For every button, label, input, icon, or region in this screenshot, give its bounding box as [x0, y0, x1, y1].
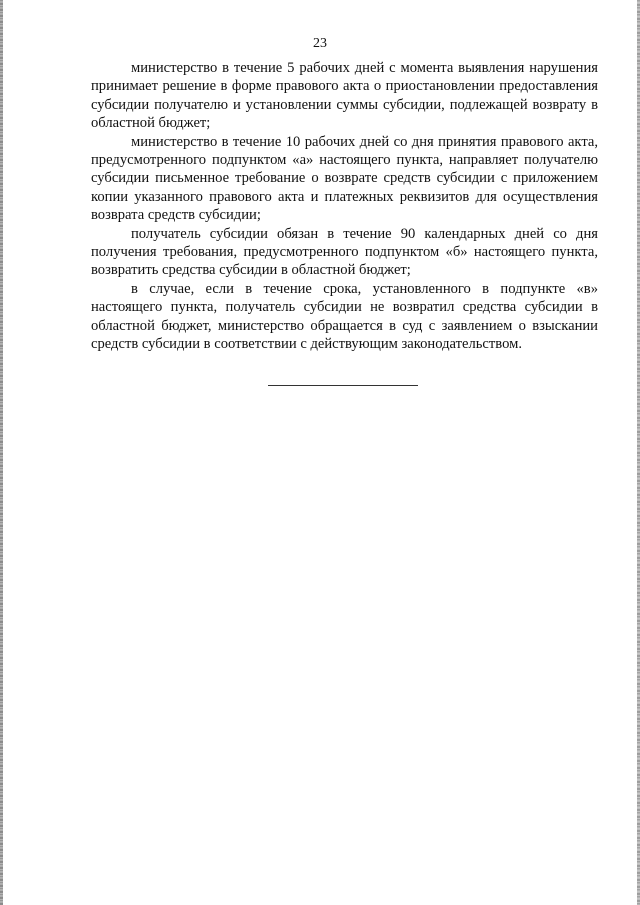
paragraph-1: министерство в течение 5 рабочих дней с момента выявления нарушения принимает решение в форме правового акта о приостановлении предоставления субсидии получателю и установлении суммы субсидии, подлежащей возврату в областной бюджет;: [91, 60, 598, 132]
end-of-document-rule: [268, 385, 418, 386]
paragraph-4: в случае, если в течение срока, установленного в подпункте «в» настоящего пункта, получатель субсидии не возвратил средства субсидии в областной бюджет, министерство обращается в суд с заявлением о взыскании средств субсидии в соответствии с действующим законодательством.: [91, 280, 598, 353]
document-body: [91, 59, 598, 354]
page-number: 23: [313, 36, 327, 51]
paragraph-2: министерство в течение 10 рабочих дней со дня принятия правового акта, предусмотренного подпунктом «а» настоящего пункта, направляет получателю субсидии письменное требование о возврате средств субсидии с приложением копии указанного правового акта и платежных реквизитов для осуществления возврата средств субсидии;: [91, 133, 598, 224]
scan-edge-left: [0, 0, 3, 905]
paragraph-3: получатель субсидии обязан в течение 90 календарных дней со дня получения требования, предусмотренного подпунктом «б» настоящего пункта, возвратить средства субсидии в областной бюджет;: [91, 225, 598, 279]
